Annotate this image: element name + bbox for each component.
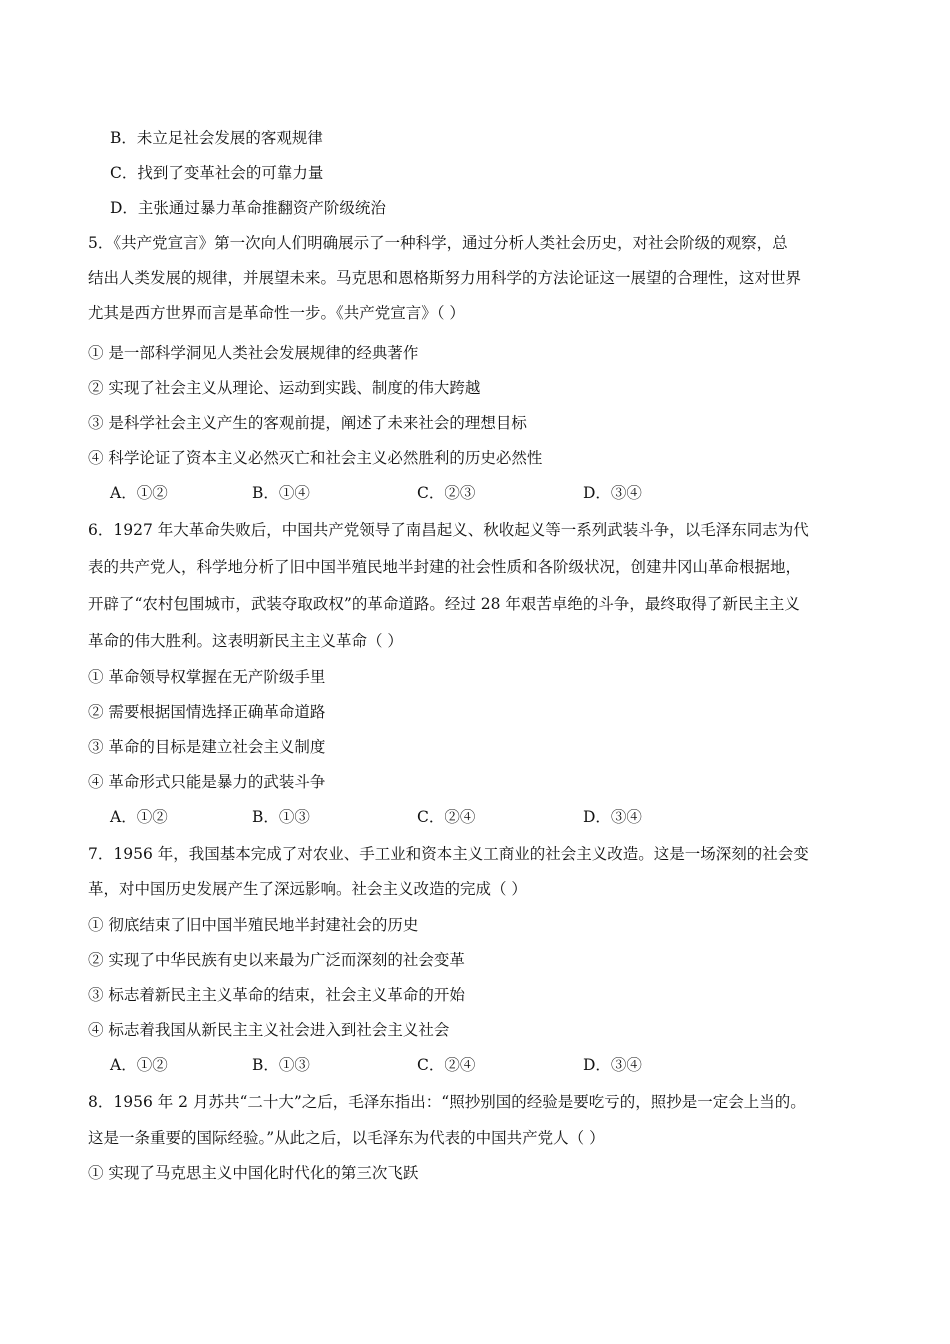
q5-stem-line-3: 尤其是西方世界而言是革命性一步。《共产党宣言》（ ） (88, 304, 465, 322)
q7-choice-d: D．③④ (583, 1056, 642, 1074)
q7-item-1: ① 彻底结束了旧中国半殖民地半封建社会的历史 (88, 916, 419, 934)
q6-stem-line-2: 表的共产党人，科学地分析了旧中国半殖民地半封建的社会性质和各阶级状况，创建井冈山革命根据地， (88, 558, 802, 576)
q5-choices (110, 482, 810, 504)
q8-stem-line-2: 这是一条重要的国际经验。”从此之后，以毛泽东为代表的中国共产党人（ ） (88, 1129, 605, 1147)
q4-option-b: B．未立足社会发展的客观规律 (110, 129, 323, 147)
q5-item-3: ③ 是科学社会主义产生的客观前提，阐述了未来社会的理想目标 (88, 414, 527, 432)
q7-item-2: ② 实现了中华民族有史以来最为广泛而深刻的社会变革 (88, 951, 465, 969)
q5-item-2: ② 实现了社会主义从理论、运动到实践、制度的伟大跨越 (88, 379, 481, 397)
q6-choices (110, 806, 810, 828)
q5-item-1: ① 是一部科学洞见人类社会发展规律的经典著作 (88, 344, 419, 362)
q6-item-1: ① 革命领导权掌握在无产阶级手里 (88, 668, 326, 686)
q6-choice-c: C．②④ (417, 808, 476, 826)
q7-item-4: ④ 标志着我国从新民主主义社会进入到社会主义社会 (88, 1021, 450, 1039)
q6-item-2: ② 需要根据国情选择正确革命道路 (88, 703, 326, 721)
q6-choice-b: B．①③ (252, 808, 310, 826)
q6-item-3: ③ 革命的目标是建立社会主义制度 (88, 738, 326, 756)
q6-choice-a: A．①② (110, 808, 168, 826)
q7-item-3: ③ 标志着新民主主义革命的结束，社会主义革命的开始 (88, 986, 465, 1004)
q4-option-c: C．找到了变革社会的可靠力量 (110, 164, 324, 182)
q5-item-4: ④ 科学论证了资本主义必然灭亡和社会主义必然胜利的历史必然性 (88, 449, 543, 467)
q5-choice-d: D．③④ (583, 484, 642, 502)
q7-choice-c: C．②④ (417, 1056, 476, 1074)
q6-stem-line-4: 革命的伟大胜利。这表明新民主主义革命（ ） (88, 632, 403, 650)
q7-choice-b: B．①③ (252, 1056, 310, 1074)
q6-item-4: ④ 革命形式只能是暴力的武装斗争 (88, 773, 326, 791)
q6-choice-d: D．③④ (583, 808, 642, 826)
q6-stem-line-1: 6．1927 年大革命失败后，中国共产党领导了南昌起义、秋收起义等一系列武装斗争，以毛泽东同志为代 (88, 521, 809, 539)
q8-item-1: ① 实现了马克思主义中国化时代化的第三次飞跃 (88, 1164, 419, 1182)
q7-stem-line-2: 革，对中国历史发展产生了深远影响。社会主义改造的完成（ ） (88, 880, 527, 898)
q7-choice-a: A．①② (110, 1056, 168, 1074)
q5-stem-line-1: 5．《共产党宣言》第一次向人们明确展示了一种科学，通过分析人类社会历史，对社会阶级的观察，总 (88, 234, 788, 252)
q5-stem-line-2: 结出人类发展的规律，并展望未来。马克思和恩格斯努力用科学的方法论证这一展望的合理性，这对世界 (88, 269, 802, 287)
q5-choice-b: B．①④ (252, 484, 310, 502)
q7-choices (110, 1054, 810, 1076)
q4-option-d: D．主张通过暴力革命推翻资产阶级统治 (110, 199, 386, 217)
q5-choice-a: A．①② (110, 484, 168, 502)
q7-stem-line-1: 7．1956 年，我国基本完成了对农业、手工业和资本主义工商业的社会主义改造。这是一场深刻的社会变 (88, 845, 809, 863)
q5-choice-c: C．②③ (417, 484, 476, 502)
q6-stem-line-3: 开辟了“农村包围城市，武装夺取政权”的革命道路。经过 28 年艰苦卓绝的斗争，最终取得了新民主主义 (88, 595, 800, 613)
q8-stem-line-1: 8．1956 年 2 月苏共“二十大”之后，毛泽东指出：“照抄别国的经验是要吃亏的，照抄是一定会上当的。 (88, 1093, 806, 1111)
